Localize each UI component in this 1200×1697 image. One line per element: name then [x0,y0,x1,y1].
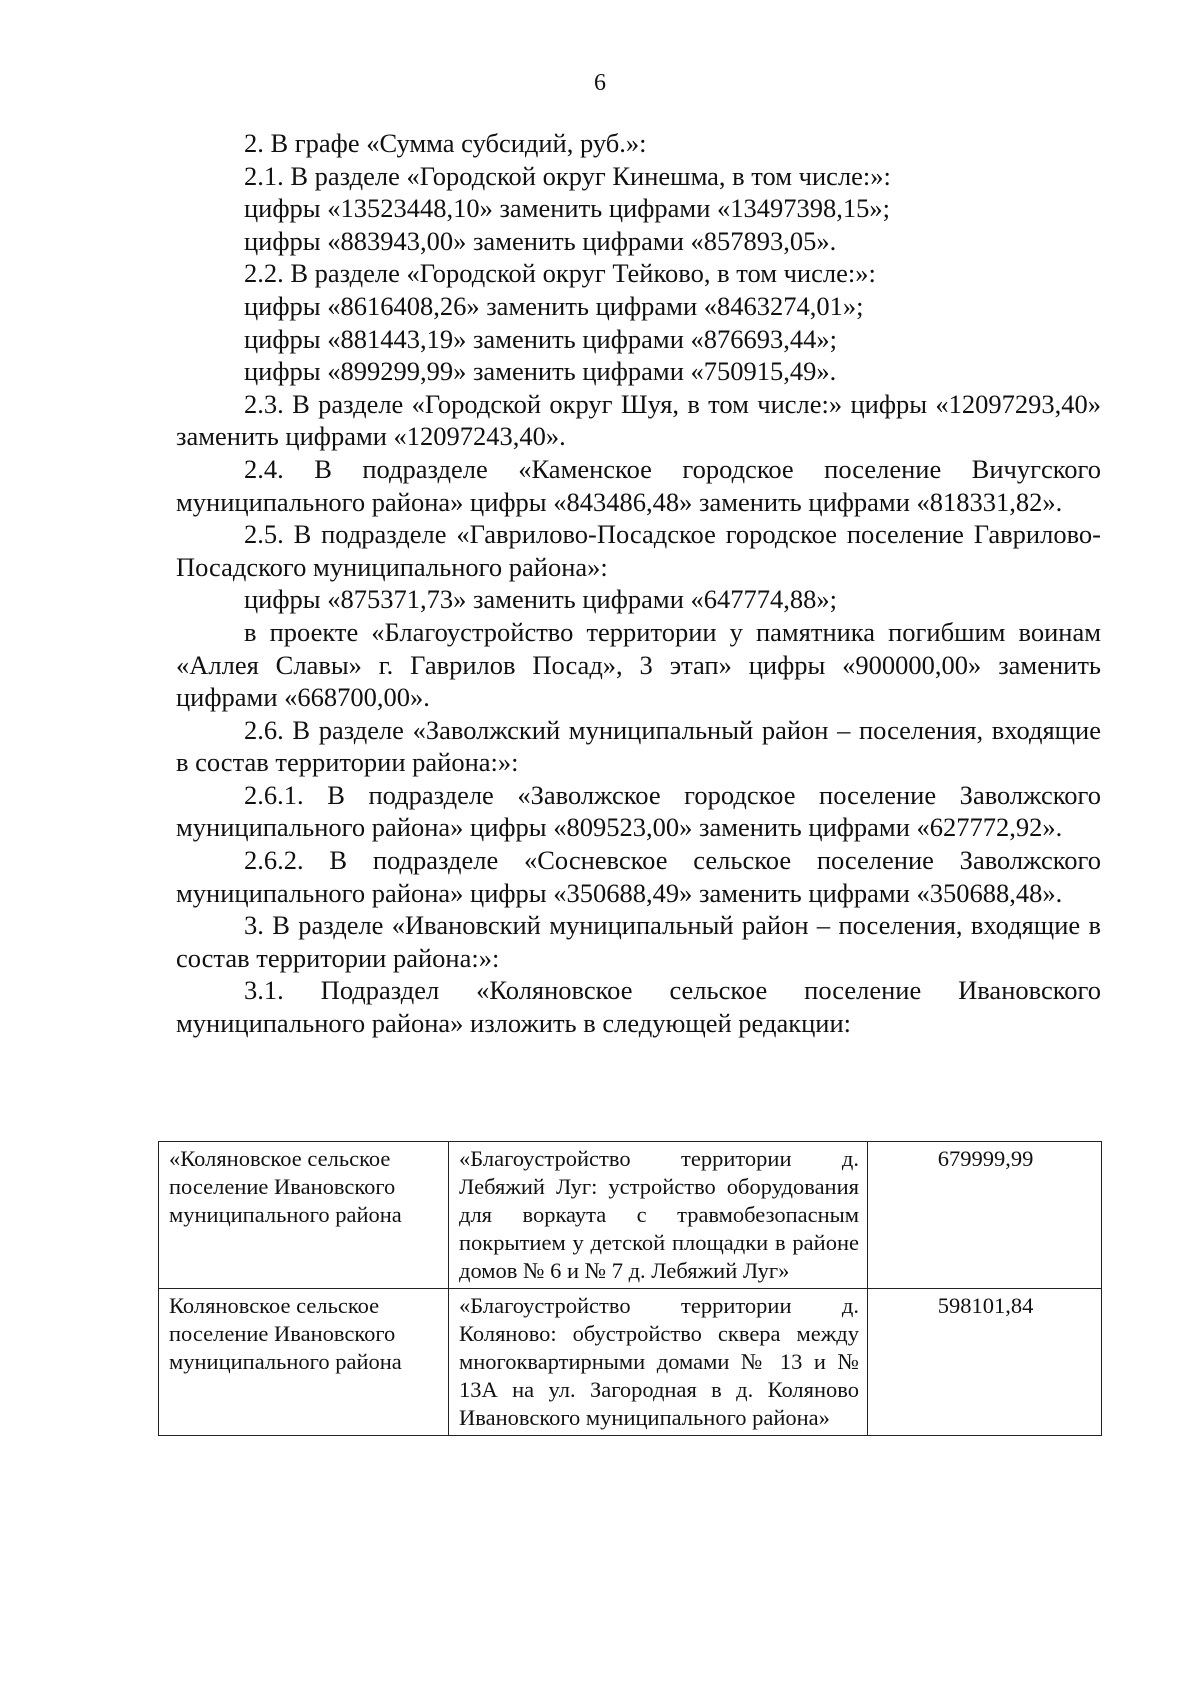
paragraph: 2.3. В разделе «Городской округ Шуя, в том числе:» цифры «12097293,40» заменить цифрами «12097243,40». [176,388,1101,452]
paragraph: 2.6. В разделе «Заволжский муниципальный район – поселения, входящие в состав территории района:»: [176,714,1101,778]
project-cell: «Благоустройство территории д. Лебяжий Луг: устройство оборудования для воркаута с травмобезопасным покрытием у детской площадки в районе домов № 6 и № 7 д. Лебяжий Луг» [449,1142,868,1289]
table-row [159,1142,1102,1289]
paragraph: 2. В графе «Сумма субсидий, руб.»: [244,128,647,158]
page-number: 6 [594,70,606,96]
paragraph: 2.1. В разделе «Городской округ Кинешма, в том числе:»: [244,160,891,191]
paragraph: цифры «13523448,10» заменить цифрами «13497398,15»; [244,193,890,224]
document-body [176,127,1101,1040]
paragraph: 2.2. В разделе «Городской округ Тейково, в том числе:»: [244,258,876,289]
paragraph: цифры «881443,19» заменить цифрами «876693,44»; [244,323,837,354]
subsidy-table [158,1141,1102,1436]
project-cell: «Благоустройство территории д. Коляново: обустройство сквера между многоквартирными домами № 13 и № 13А на ул. Загородная в д. Коляново Ивановского муниципального района» [449,1289,868,1436]
amount-cell: 679999,99 [868,1142,1102,1289]
paragraph: 2.6.1. В подразделе «Заволжское городское поселение Заволжского муниципального района» цифры «809523,00» заменить цифрами «627772,92». [176,779,1101,843]
municipality-cell: Коляновское сельское поселение Ивановского муниципального района [159,1289,449,1436]
municipality-cell: «Коляновское сельское поселение Ивановского муниципального района [159,1142,449,1289]
subsidy-table-body [159,1142,1102,1436]
paragraph: 3. В разделе «Ивановский муниципальный район – поселения, входящие в состав территории района:»: [176,910,1101,973]
paragraph: 2.6.2. В подразделе «Сосневское сельское поселение Заволжского муниципального района» цифры «350688,49» заменить цифрами «350688,48». [176,845,1101,908]
paragraph: 2.5. В подразделе «Гаврилово-Посадское городское поселение Гаврилово-Посадского муниципального района»: [176,519,1101,582]
table-row [159,1289,1102,1436]
amount-cell: 598101,84 [868,1289,1102,1436]
paragraph: 2.4. В подразделе «Каменское городское поселение Вичугского муниципального района» цифры «843486,48» заменить цифрами «818331,82». [176,453,1101,517]
paragraph: цифры «8616408,26» заменить цифрами «8463274,01»; [244,290,864,321]
paragraph: в проекте «Благоустройство территории у памятника погибшим воинам «Аллея Славы» г. Гаврилов Посад», 3 этап» цифры «900000,00» заменить цифрами «668700,00». [176,616,1101,713]
paragraph: цифры «875371,73» заменить цифрами «647774,88»; [244,584,837,615]
paragraph: цифры «883943,00» заменить цифрами «857893,05». [244,225,837,256]
paragraph: цифры «899299,99» заменить цифрами «750915,49». [244,356,837,387]
paragraph: 3.1. Подраздел «Коляновское сельское поселение Ивановского муниципального района» изложить в следующей редакции: [176,975,1101,1039]
